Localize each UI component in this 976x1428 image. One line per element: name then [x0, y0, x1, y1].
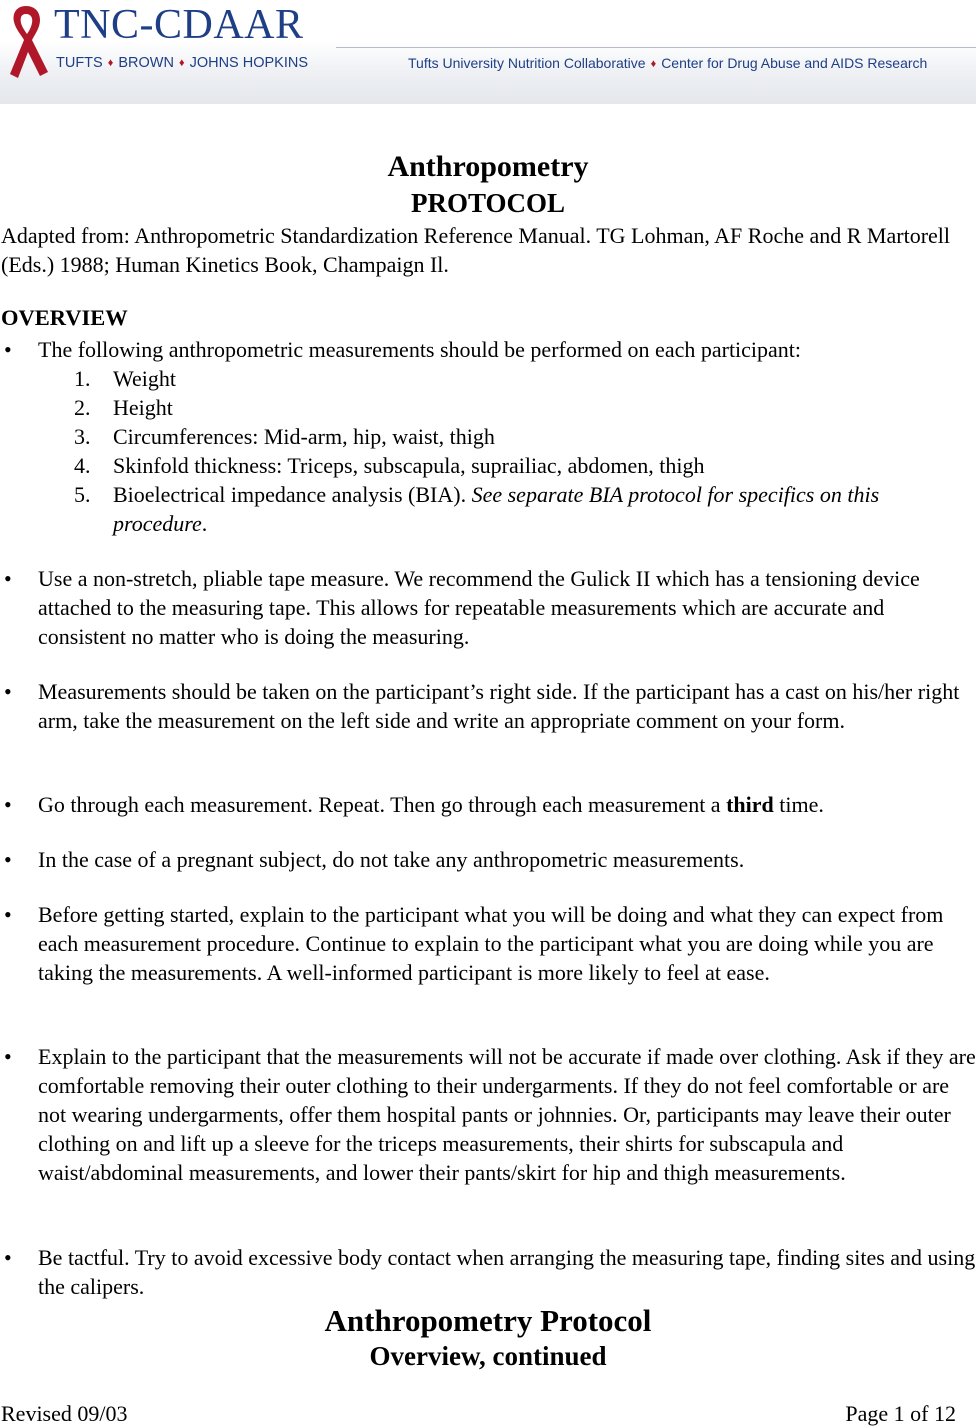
bullet-icon: • — [4, 1245, 12, 1270]
overview-heading: OVERVIEW — [1, 305, 128, 330]
measurement-text: Circumferences: Mid-arm, hip, waist, thigh — [113, 424, 495, 449]
bullet-text: Before getting started, explain to the participant what you will be doing and what they can expect from each measurement procedure. Continue to explain to the participant what you are doing while you are taking the measurements. A well-informed participant is more likely to feel at ease. — [38, 902, 944, 985]
org-name: TNC-CDAAR — [54, 2, 304, 48]
page-subtitle: PROTOCOL — [410, 188, 566, 218]
bullet-text: Measurements should be taken on the participant’s right side. If the participant has a cast on his/her right arm, take the measurement on the left side and write an appropriate comment on your form. — [38, 679, 960, 733]
bia-protocol-note: See separate BIA protocol for specifics on this procedure — [113, 482, 880, 536]
measurement-end: . — [201, 511, 208, 536]
bullet-icon: • — [4, 337, 12, 362]
bullet-text: Be tactful. Try to avoid excessive body contact when arranging the measuring tape, finding sites and using the calipers. — [38, 1245, 976, 1299]
banner-divider — [336, 47, 976, 48]
bullet-repeat — [4, 790, 976, 819]
revision-date: Revised 09/03 — [1, 1401, 128, 1426]
continued-subtitle: Overview, continued — [369, 1341, 607, 1371]
bullet-intro — [4, 335, 976, 364]
bullet-tape-measure — [4, 564, 976, 651]
bullet-intro-text: The following anthropometric measurements should be performed on each participant: — [38, 337, 802, 362]
bullet-text: In the case of a pregnant subject, do not take any anthropometric measurements. — [38, 847, 745, 872]
measurement-item — [74, 364, 973, 393]
measurement-item — [74, 422, 973, 451]
measurement-number: 4. — [74, 453, 91, 478]
page-number: Page 1 of 12 — [845, 1401, 956, 1426]
collaborative-name: Tufts University Nutrition Collaborative — [408, 55, 646, 71]
measurement-text: Weight — [113, 366, 176, 391]
page-title: Anthropometry — [387, 150, 589, 183]
partner-tufts: TUFTS — [56, 55, 103, 71]
measurement-number: 3. — [74, 424, 91, 449]
bullet-clothing — [4, 1042, 976, 1187]
bullet-tactful — [4, 1243, 976, 1301]
center-name: Center for Drug Abuse and AIDS Research — [661, 55, 928, 71]
bullet-text: Use a non-stretch, pliable tape measure. We recommend the Gulick II which has a tensioning device attached to the measuring tape. This allows for repeatable measurements which are accurate and consistent no matter who is doing the measuring. — [38, 566, 920, 649]
bullet-right-side — [4, 677, 976, 735]
header-banner — [0, 0, 976, 104]
measurement-text: Bioelectrical impedance analysis (BIA). — [113, 482, 472, 507]
measurement-item — [74, 480, 973, 538]
bullet-icon: • — [4, 902, 12, 927]
measurement-number: 5. — [74, 482, 91, 507]
bullet-explain — [4, 900, 976, 987]
adapted-from-citation: Adapted from: Anthropometric Standardization Reference Manual. TG Lohman, AF Roche and R Martorell (Eds.) 1988; Human Kinetics Book, Champaign Il. — [1, 223, 951, 277]
diamond-icon: ♦ — [178, 57, 185, 69]
bullet-icon: • — [4, 1044, 12, 1069]
diamond-icon: ♦ — [650, 58, 657, 70]
bullet-icon: • — [4, 792, 12, 817]
awareness-ribbon-icon — [2, 0, 52, 80]
partner-list — [56, 54, 308, 72]
diamond-icon: ♦ — [107, 57, 114, 69]
measurement-text: Skinfold thickness: Triceps, subscapula, suprailiac, abdomen, thigh — [113, 453, 705, 478]
measurement-text: Height — [113, 395, 173, 420]
measurement-item — [74, 393, 973, 422]
bullet-text: Explain to the participant that the measurements will not be accurate if made over clothing. Ask if they are comfortable removing their outer clothing to their undergarments. If they do not feel comfortable or are not wearing undergarments, offer them hospital pants or johnnies. Or, participants may leave their outer clothing on and lift up a sleeve for the triceps measurements, their shirts for subscapula and waist/abdominal measurements, and lower their pants/skirt for hip and thigh measurements. — [38, 1044, 976, 1185]
bullet-text: Go through each measurement. Repeat. Then go through each measurement a — [38, 792, 727, 817]
measurement-item — [74, 451, 973, 480]
bullet-icon: • — [4, 847, 12, 872]
bullet-text-end: time. — [773, 792, 824, 817]
bullet-pregnant — [4, 845, 976, 874]
measurement-number: 1. — [74, 366, 91, 391]
bullet-bold-text: third — [726, 792, 774, 817]
partner-brown: BROWN — [118, 55, 174, 71]
collaborative-line — [408, 54, 927, 73]
continued-title: Anthropometry Protocol — [324, 1303, 652, 1338]
bullet-icon: • — [4, 679, 12, 704]
partner-johns-hopkins: JOHNS HOPKINS — [189, 55, 308, 71]
measurement-number: 2. — [74, 395, 91, 420]
bullet-icon: • — [4, 566, 12, 591]
